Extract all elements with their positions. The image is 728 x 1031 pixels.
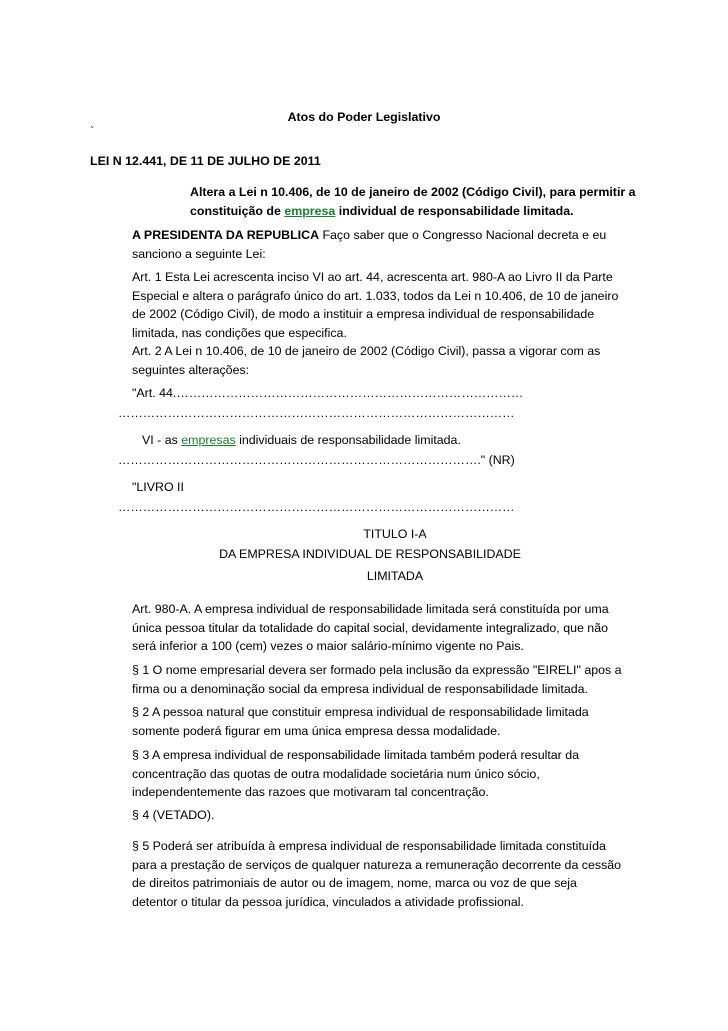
article-1-line: limitada, nas condições que especifica.: [132, 325, 347, 340]
law-title: LEI N 12.441, DE 11 DE JULHO DE 2011: [90, 154, 321, 168]
article-980a-line: única pessoa titular da totalidade do capital social, devidamente integralizado, que não: [132, 620, 608, 635]
ementa-text: constituição de: [190, 204, 285, 218]
paragraph-5-line: para a prestação de serviços de qualquer natureza a remuneração decorrente da cessão: [132, 857, 622, 872]
livro-label: "LIVRO II: [132, 480, 184, 494]
preamble-text: Faço saber que o Congresso Nacional decreta e eu: [319, 228, 607, 242]
article-2-line: Art. 2 A Lei n 10.406, de 10 de janeiro de 2002 (Código Civil), passa a vigorar com as: [132, 344, 601, 358]
ementa-line-1: Altera a Lei n 10.406, de 10 de janeiro de 2002 (Código Civil), para permitir a: [190, 185, 636, 199]
page-title: Atos do Poder Legislativo: [287, 110, 441, 124]
paragraph-2-line: somente poderá figurar em uma única empresa dessa modalidade.: [132, 723, 501, 738]
stray-mark: `: [90, 124, 95, 138]
paragraph-2: [132, 703, 632, 740]
inciso-vi: [142, 433, 461, 447]
paragraph-3-line: concentração das quotas de outra modalidade societária num único sócio,: [132, 766, 540, 781]
article-2: [132, 342, 632, 379]
inciso-vi-text-end: individuais de responsabilidade limitada.: [235, 433, 461, 447]
paragraph-3-line: independentemente das razoes que motivaram tal concentração.: [132, 785, 489, 800]
president-heading: A PRESIDENTA DA REPUBLICA: [132, 228, 320, 242]
ellipsis-line: ……………………………………………………………………………………: [118, 406, 515, 420]
titulo-subheading: DA EMPRESA INDIVIDUAL DE RESPONSABILIDADE: [219, 547, 521, 561]
article-1: [132, 268, 632, 342]
paragraph-1-line: firma ou a denominação social da empresa individual de responsabilidade limitada.: [132, 681, 588, 696]
inciso-vi-text: VI - as: [142, 433, 182, 447]
paragraph-5-line: detentor o titular da pessoa jurídica, vinculados a atividade profissional.: [132, 894, 524, 909]
ementa-line-2: [190, 204, 574, 218]
paragraph-1-line: § 1 O nome empresarial devera ser formado pela inclusão da expressão "EIRELI" apos a: [132, 663, 622, 677]
preamble-line-2: sanciono a seguinte Lei:: [132, 246, 266, 261]
paragraph-3-line: § 3 A empresa individual de responsabilidade limitada também poderá resultar da: [132, 748, 580, 762]
ementa-text-end: individual de responsabilidade limitada.: [335, 204, 574, 218]
paragraph-3: [132, 746, 632, 802]
article-1-line: Art. 1 Esta Lei acrescenta inciso VI ao art. 44, acrescenta art. 980-A ao Livro II da Parte: [132, 270, 613, 284]
paragraph-5-line: § 5 Poderá ser atribuída à empresa individual de responsabilidade limitada constituída: [132, 839, 606, 853]
article-1-line: de 2002 (Código Civil), de modo a instituir a empresa individual de responsabilidade: [132, 307, 595, 322]
empresas-link[interactable]: empresas: [181, 433, 236, 447]
titulo-heading: TITULO I-A: [363, 527, 427, 541]
article-980a: [132, 600, 632, 656]
paragraph-5-line: de direitos patrimoniais de autor ou de imagem, nome, marca ou voz de que seja: [132, 876, 577, 891]
paragraph-5: [132, 837, 632, 911]
article-980a-line: será inferior a 100 (cem) vezes o maior salário-mínimo vigente no Pais.: [132, 639, 524, 654]
paragraph-1: [132, 661, 632, 698]
ellipsis-line: ……………………………………………………………………………………: [118, 500, 515, 514]
nr-line: ……………………………………………………………………………." (NR): [118, 453, 515, 467]
art44-line: "Art. 44.…………………………………………………………………………: [132, 386, 524, 400]
article-1-line: Especial e altera o parágrafo único do art. 1.033, todos da Lei n 10.406, de 10 de janeiro: [132, 288, 619, 303]
paragraph-4: [132, 806, 632, 825]
titulo-subheading-2: LIMITADA: [366, 569, 424, 583]
article-980a-line: Art. 980-A. A empresa individual de responsabilidade limitada será constituída por uma: [132, 602, 609, 616]
paragraph-4-line: § 4 (VETADO).: [132, 808, 215, 822]
empresa-link[interactable]: empresa: [284, 204, 336, 218]
preamble: [132, 226, 632, 263]
article-2-line: seguintes alterações:: [132, 362, 250, 377]
paragraph-2-line: § 2 A pessoa natural que constituir empresa individual de responsabilidade limitada: [132, 705, 589, 719]
